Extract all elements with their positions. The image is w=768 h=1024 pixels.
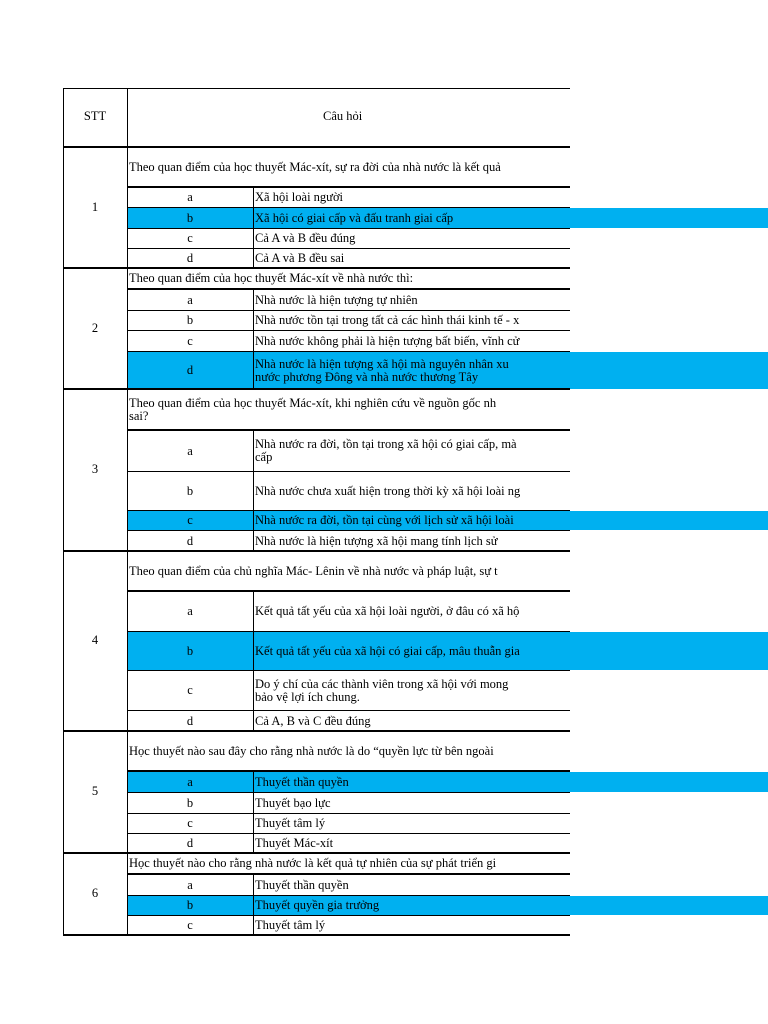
- grid-line: [253, 207, 254, 228]
- option-text: [255, 715, 570, 728]
- grid-line: [127, 228, 570, 229]
- grid-line: [63, 267, 127, 269]
- grid-line: [127, 248, 570, 249]
- text-line: Thuyết tâm lý: [255, 919, 326, 932]
- option-letter: d: [186, 364, 194, 377]
- question-number: 4: [91, 634, 99, 647]
- grid-line: [127, 710, 570, 711]
- option-letter: a: [187, 775, 193, 789]
- grid-line: [253, 813, 254, 833]
- grid-line: [253, 771, 254, 792]
- grid-line: [253, 187, 254, 207]
- option-text: [255, 776, 570, 789]
- option-letter: a: [187, 191, 193, 204]
- grid-line: [127, 670, 570, 671]
- text-line: Thuyết quyền gia trưởng: [255, 899, 380, 912]
- option-text: [255, 335, 570, 348]
- grid-line: [253, 792, 254, 813]
- grid-line: [253, 510, 254, 530]
- option-letter: d: [186, 534, 194, 548]
- grid-line: [127, 590, 570, 592]
- grid-line: [127, 351, 570, 352]
- text-line: Theo quan điểm của học thuyết Mác-xít, khi nghiên cứu về nguồn gốc nh: [129, 396, 497, 410]
- grid-line: [253, 310, 254, 330]
- text-line: sai?: [129, 408, 149, 423]
- text-line: Nhà nước không phải là hiện tượng bất biến, vĩnh cử: [255, 334, 520, 348]
- grid-line: [127, 330, 570, 331]
- option-letter: a: [187, 444, 193, 458]
- text-line: Kết quả tất yếu của xã hội loài người, ở đâu có xã hộ: [255, 605, 520, 618]
- question-number: 3: [91, 463, 99, 476]
- option-letter: c: [187, 232, 193, 245]
- option-text: [255, 314, 570, 327]
- question-text: [129, 565, 570, 578]
- grid-line: [127, 730, 570, 732]
- text-line: bảo vệ lợi ích chung.: [255, 689, 360, 704]
- grid-line: [253, 330, 254, 351]
- option-text: [255, 191, 570, 204]
- grid-line: [253, 530, 254, 551]
- text-line: Cả A và B đều sai: [255, 252, 345, 265]
- option-text: [255, 212, 570, 225]
- grid-line: [63, 550, 127, 552]
- grid-line: [253, 631, 254, 670]
- grid-line: [127, 895, 570, 896]
- option-letter: c: [187, 514, 193, 527]
- option-text: [255, 485, 570, 498]
- text-line: Thuyết thần quyền: [255, 878, 349, 892]
- text-line: Kết quả tất yếu của xã hội có giai cấp, mâu thuẫn gia: [255, 644, 520, 658]
- grid-line: [63, 934, 127, 936]
- grid-line: [127, 934, 570, 936]
- grid-line: [253, 289, 254, 310]
- header-question: Câu hỏi: [323, 110, 363, 123]
- option-text: [255, 837, 570, 850]
- text-line: Cả A, B và C đều đúng: [255, 714, 371, 728]
- grid-line: [127, 530, 570, 531]
- option-letter: b: [186, 484, 194, 498]
- option-letter: c: [187, 334, 193, 348]
- text-line: cấp: [255, 450, 273, 464]
- option-text: [255, 899, 570, 912]
- text-line: Nhà nước chưa xuất hiện trong thời kỳ xã hội loài ng: [255, 484, 521, 498]
- text-line: Thuyết tâm lý: [255, 817, 326, 830]
- option-letter: b: [186, 899, 194, 912]
- text-line: Nhà nước là hiện tượng xã hội mang tính lịch sử: [255, 534, 498, 548]
- grid-line: [127, 429, 570, 431]
- option-text: [255, 535, 570, 548]
- grid-line: [127, 631, 570, 632]
- question-text: [129, 161, 570, 174]
- question-text: [129, 272, 570, 285]
- option-text: [255, 797, 570, 810]
- grid-line: [253, 591, 254, 631]
- grid-line: [253, 915, 254, 935]
- option-letter: b: [186, 211, 194, 225]
- grid-line: [253, 471, 254, 510]
- text-line: Theo quan điểm của học thuyết Mác-xít về nhà nước thì:: [129, 272, 414, 285]
- grid-line: [63, 88, 64, 935]
- grid-line: [253, 874, 254, 895]
- text-line: Theo quan điểm của chủ nghĩa Mác- Lênin về nhà nước và pháp luật, sự t: [129, 564, 498, 578]
- text-line: Nhà nước ra đời, tồn tại trong xã hội có giai cấp, mà: [255, 438, 517, 451]
- question-number: 6: [91, 887, 99, 900]
- grid-line: [127, 915, 570, 916]
- question-text: [129, 397, 570, 423]
- option-letter: d: [186, 714, 194, 728]
- option-text: [255, 919, 570, 932]
- grid-line: [127, 267, 570, 269]
- text-line: Nhà nước là hiện tượng xã hội mà nguyên nhân xu: [255, 357, 509, 371]
- option-letter: d: [186, 252, 194, 265]
- option-letter: b: [186, 796, 194, 810]
- option-letter: b: [186, 314, 194, 327]
- grid-line: [253, 228, 254, 248]
- option-text: [255, 232, 570, 245]
- option-text: [255, 358, 570, 384]
- grid-line: [253, 351, 254, 389]
- grid-line: [63, 146, 570, 148]
- grid-line: [127, 388, 570, 390]
- text-line: Do ý chí của các thành viên trong xã hội với mong: [255, 677, 509, 691]
- grid-line: [127, 471, 570, 472]
- question-text: [129, 857, 570, 870]
- text-line: Nhà nước ra đời, tồn tại cùng với lịch sử xã hội loài: [255, 514, 514, 527]
- text-line: Xã hội loài người: [255, 191, 344, 204]
- grid-line: [253, 248, 254, 268]
- grid-line: [253, 710, 254, 731]
- option-letter: a: [187, 605, 193, 618]
- option-letter: c: [187, 919, 193, 932]
- grid-line: [127, 550, 570, 552]
- option-text: [255, 817, 570, 830]
- question-number: 1: [91, 200, 99, 214]
- option-text: [255, 645, 570, 658]
- grid-line: [127, 852, 570, 854]
- grid-line: [63, 730, 127, 732]
- grid-line: [127, 813, 570, 814]
- text-line: Nhà nước là hiện tượng tự nhiên: [255, 293, 418, 307]
- grid-line: [127, 207, 570, 208]
- option-letter: b: [186, 644, 194, 658]
- text-line: Xã hội có giai cấp và đấu tranh giai cấp: [255, 211, 454, 225]
- option-text: [255, 438, 570, 464]
- grid-line: [127, 873, 570, 875]
- option-text: [255, 294, 570, 307]
- grid-line: [63, 852, 127, 854]
- grid-line: [127, 833, 570, 834]
- option-text: [255, 252, 570, 265]
- grid-line: [127, 510, 570, 511]
- text-line: Học thuyết nào cho rằng nhà nước là kết quả tự nhiên của sự phát triển gi: [129, 857, 497, 870]
- grid-line: [127, 310, 570, 311]
- question-number: 2: [91, 321, 99, 335]
- grid-line: [127, 186, 570, 188]
- option-letter: c: [187, 817, 193, 830]
- text-line: Theo quan điểm của học thuyết Mác-xít, sự ra đời của nhà nước là kết quả: [129, 160, 501, 174]
- option-letter: a: [187, 878, 193, 892]
- grid-line: [127, 792, 570, 793]
- grid-line: [63, 88, 570, 89]
- text-line: Thuyết thần quyền: [255, 775, 349, 789]
- text-line: Cả A và B đều đúng: [255, 232, 356, 245]
- option-text: [255, 678, 570, 704]
- question-number: 5: [91, 785, 99, 798]
- option-letter: c: [187, 684, 193, 697]
- grid-line: [127, 770, 570, 772]
- text-line: nước phương Đông và nhà nước thương Tây: [255, 369, 479, 384]
- option-letter: a: [187, 293, 193, 307]
- text-line: Thuyết bạo lực: [255, 796, 331, 810]
- grid-line: [253, 895, 254, 915]
- text-line: Nhà nước tồn tại trong tất cả các hình thái kinh tế - x: [255, 314, 520, 327]
- grid-line: [253, 430, 254, 471]
- grid-line: [253, 833, 254, 853]
- grid-line: [63, 388, 127, 390]
- option-text: [255, 879, 570, 892]
- option-text: [255, 605, 570, 618]
- option-text: [255, 514, 570, 527]
- text-line: Thuyết Mác-xít: [255, 837, 334, 850]
- option-letter: d: [186, 837, 194, 850]
- question-text: [129, 745, 570, 758]
- text-line: Học thuyết nào sau đây cho rằng nhà nước là do “quyền lực từ bên ngoài: [129, 744, 494, 758]
- header-stt: STT: [83, 110, 107, 123]
- grid-line: [127, 288, 570, 290]
- grid-line: [253, 670, 254, 710]
